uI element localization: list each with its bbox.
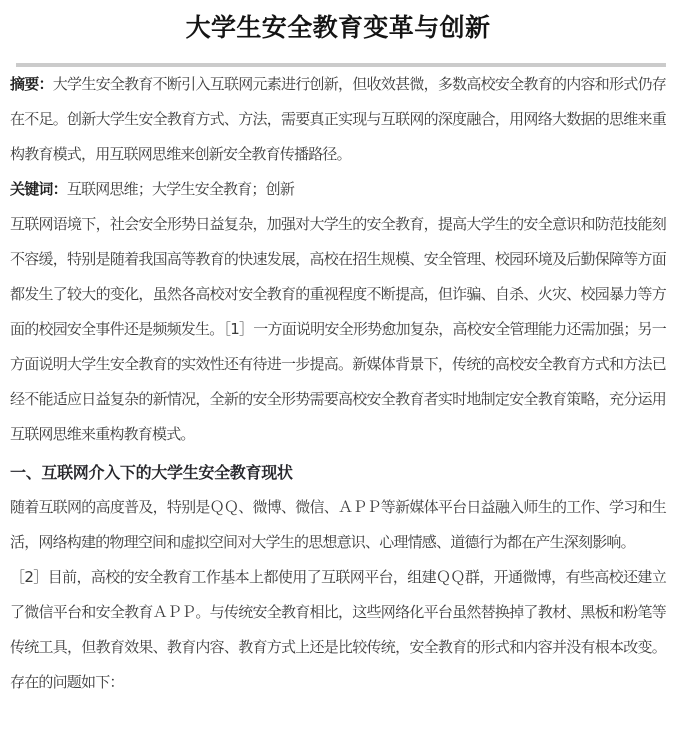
page-title: 大学生安全教育变革与创新 <box>185 13 491 42</box>
abstract-paragraph <box>10 67 666 172</box>
body-paragraph-1: 互联网语境下，社会安全形势日益复杂，加强对大学生的安全教育，提高大学生的安全意识和防范技能刻不容缓，特别是随着我国高等教育的快速发展，高校在招生规模、安全管理、校园环境及后勤保障等方面都发生了较大的变化，虽然各高校对安全教育的重视程度不断提高，但诈骗、自杀、火灾、校园暴力等方面的校园安全事件还是频频发生。［1］一方面说明安全形势愈加复杂，高校安全管理能力还需加强；另一方面说明大学生安全教育的实效性还有待进一步提高。新媒体背景下，传统的高校安全教育方式和方法已经不能适应日益复杂的新情况，全新的安全形势需要高校安全教育者实时地制定安全教育策略，充分运用互联网思维来重构教育模式。 <box>10 215 666 443</box>
body-paragraph-2b: ［2］目前，高校的安全教育工作基本上都使用了互联网平台，组建ＱＱ群，开通微博，有些高校还建立了微信平台和安全教育ＡＰＰ。与传统安全教育相比，这些网络化平台虽然替换掉了教材、黑板和粉笔等传统工具，但教育效果、教育内容、教育方式上还是比较传统，安全教育的形式和内容并没有根本改变。存在的问题如下： <box>10 568 666 691</box>
abstract-label: 摘要： <box>10 75 53 93</box>
keywords-paragraph <box>10 172 666 207</box>
keywords-label: 关键词： <box>10 180 67 198</box>
body-paragraph-2a: 随着互联网的高度普及，特别是ＱＱ、微博、微信、ＡＰＰ等新媒体平台日益融入师生的工作、学习和生活，网络构建的物理空间和虚拟空间对大学生的思想意识、心理情感、道德行为都在产生深刻影响。 <box>10 498 666 551</box>
abstract-text: 大学生安全教育不断引入互联网元素进行创新，但收效甚微，多数高校安全教育的内容和形式仍存在不足。创新大学生安全教育方式、方法，需要真正实现与互联网的深度融合，用网络大数据的思维来重构教育模式，用互联网思维来创新安全教育传播路径。 <box>10 75 666 163</box>
keywords-text: 互联网思维；大学生安全教育；创新 <box>66 180 295 198</box>
section-heading-1: 一、互联网介入下的大学生安全教育现状 <box>10 463 293 482</box>
